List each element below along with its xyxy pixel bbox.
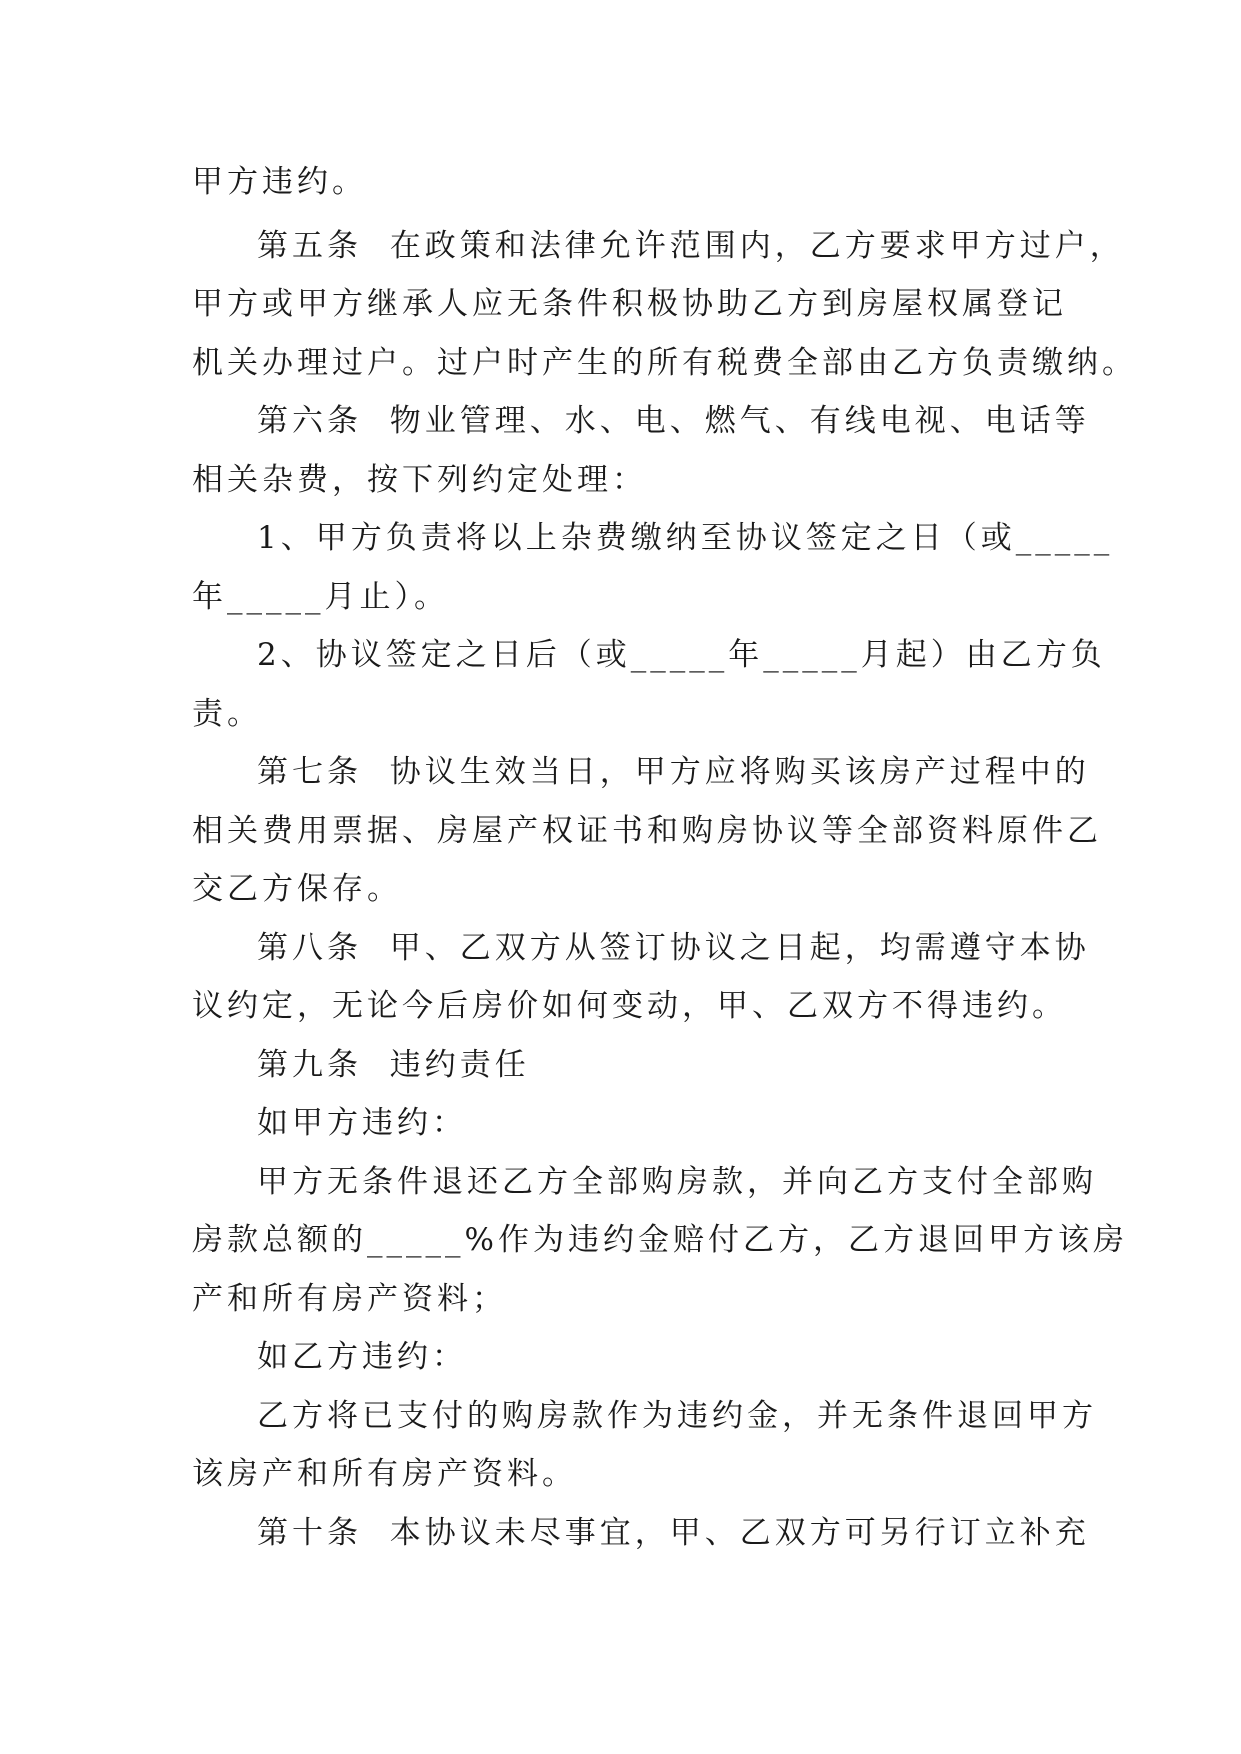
party-b-breach-line: 如乙方违约：	[257, 1339, 467, 1375]
text-line: 交乙方保存。	[192, 871, 402, 907]
text-line: 相关费用票据、房屋产权证书和购房协议等全部资料原件乙	[192, 813, 1102, 849]
text-line: 甲方无条件退还乙方全部购房款，并向乙方支付全部购	[257, 1164, 1097, 1200]
text-line: 房款总额的_____%作为违约金赔付乙方，乙方退回甲方该房	[192, 1222, 1128, 1258]
article-8-heading-line: 第八条 甲、乙双方从签订协议之日起，均需遵守本协	[257, 930, 1090, 966]
article-7-heading-line: 第七条 协议生效当日，甲方应将购买该房产过程中的	[257, 754, 1090, 790]
article-9-heading-line: 第九条 违约责任	[257, 1047, 530, 1083]
text-line: 乙方将已支付的购房款作为违约金，并无条件退回甲方	[257, 1398, 1097, 1434]
text-line: 甲方或甲方继承人应无条件积极协助乙方到房屋权属登记	[192, 286, 1067, 322]
article-10-heading-line: 第十条 本协议未尽事宜，甲、乙双方可另行订立补充	[257, 1515, 1090, 1551]
text-line: 议约定，无论今后房价如何变动，甲、乙双方不得违约。	[192, 988, 1067, 1024]
text-line: 相关杂费，按下列约定处理：	[192, 462, 647, 498]
clause-2-line: 2、协议签定之日后（或_____年_____月起）由乙方负	[257, 637, 1106, 673]
text-line: 机关办理过户。过户时产生的所有税费全部由乙方负责缴纳。	[192, 345, 1137, 381]
article-5-heading-line: 第五条 在政策和法律允许范围内，乙方要求甲方过户，	[257, 228, 1125, 264]
text-line: 甲方违约。	[192, 164, 367, 200]
article-6-heading-line: 第六条 物业管理、水、电、燃气、有线电视、电话等	[257, 403, 1090, 439]
text-line: 产和所有房产资料；	[192, 1281, 507, 1317]
party-a-breach-line: 如甲方违约：	[257, 1105, 467, 1141]
text-line: 年_____月止）。	[192, 579, 449, 615]
text-line: 该房产和所有房产资料。	[192, 1456, 577, 1492]
clause-1-line: 1、甲方负责将以上杂费缴纳至协议签定之日（或_____	[257, 520, 1114, 556]
text-line: 责。	[192, 696, 262, 732]
